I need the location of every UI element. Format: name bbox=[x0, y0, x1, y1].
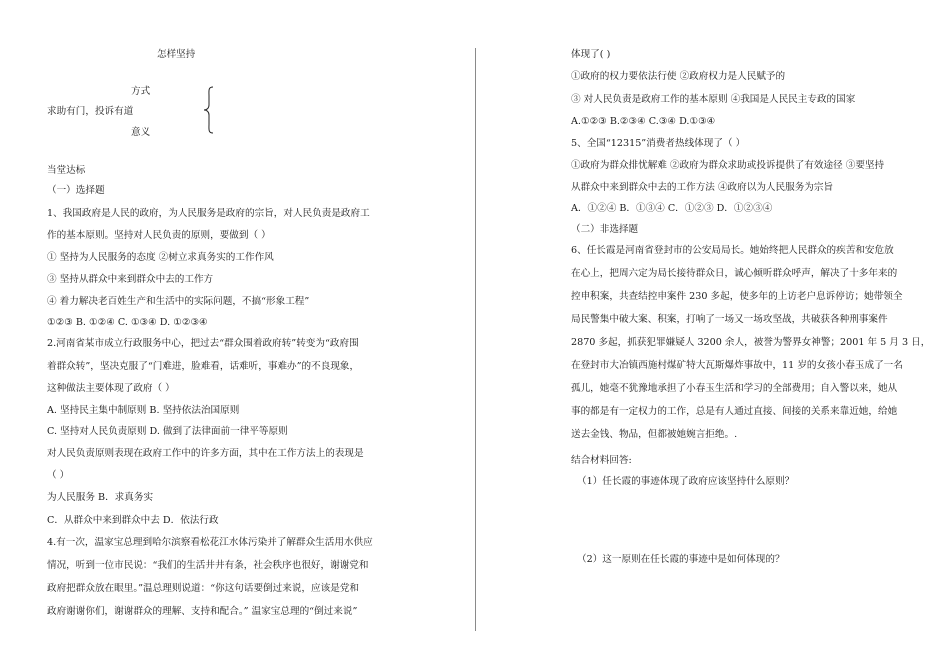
q6-text-line: 在登封市大冶镇西施村煤矿特大瓦斯爆炸事故中，11 岁的女孩小春玉成了一名 bbox=[571, 360, 903, 371]
mindmap-root: 求助有门，投诉有道 bbox=[47, 106, 134, 117]
sub-question-2: （2）这一原则在任长霞的事迹中是如何体现的？ bbox=[577, 554, 785, 565]
q4-stem-line: 政府谢谢你们，谢谢群众的理解、支持和配合。” 温家宝总理的“倒过来说” bbox=[47, 606, 358, 617]
q6-text-line: 局民警集中破大案、积案，打响了一场又一场攻坚战，共破获各种刑事案件 bbox=[571, 314, 888, 325]
q2-stem-line: 2.河南省某市成立行政服务中心，把过去“群众围着政府转”转变为“政府围 bbox=[47, 338, 359, 349]
column-divider bbox=[475, 48, 476, 631]
q6-text-line: 2870 多起，抓获犯罪嫌疑人 3200 余人，被誉为警界女神警；2001 年 5 月 3 日， bbox=[571, 337, 931, 348]
q2-options-ab: A. 坚持民主集中制原则 B. 坚持依法治国原则 bbox=[47, 405, 240, 416]
part-title-essay: （二）非选择题 bbox=[571, 224, 639, 235]
sub-question-1: （1）任长霞的事迹体现了政府应该坚持什么原则？ bbox=[577, 476, 795, 487]
q3-options-cd: C．从群众中来到群众中去 D．依法行政 bbox=[47, 515, 219, 526]
mindmap-branch-meaning: 意义 bbox=[131, 127, 151, 138]
q6-text-line: 在心上，把周六定为局长接待群众日，诚心倾听群众呼声，解决了十多年来的 bbox=[571, 268, 898, 279]
mindmap-branch-method: 方式 bbox=[131, 86, 151, 97]
q5-option-line: 从群众中来到群众中去的工作方法 ④政府以为人民服务为宗旨 bbox=[571, 182, 834, 193]
q3-stem-line: （ ） bbox=[47, 470, 70, 481]
q4-answers: A.①②③ B.②③④ C.③④ D.①③④ bbox=[571, 116, 716, 127]
q4-stem-continued: 体现了( ) bbox=[571, 49, 611, 60]
q6-text-line: 孤儿，她毫不犹豫地承担了小春玉生活和学习的全部费用；自入警以来，她从 bbox=[571, 383, 898, 394]
q1-option: ③ 坚持从群众中来到群众中去的工作方 bbox=[47, 274, 214, 285]
q1-stem-line: 作的基本原则。坚持对人民负责的原则，要做到（ ） bbox=[47, 230, 271, 241]
brace-icon bbox=[202, 86, 216, 134]
q6-text-line: 送去金钱、物品，但都被她婉言拒绝。. bbox=[571, 429, 738, 440]
q5-option-line: ①政府为群众排忧解难 ②政府为群众求助或投诉提供了有效途径 ③要坚持 bbox=[571, 160, 885, 171]
q3-options-ab: 为人民服务 B．求真务实 bbox=[47, 492, 154, 503]
q2-stem-line: 这种做法主要体现了政府（ ） bbox=[47, 383, 175, 394]
q1-option: ① 坚持为人民服务的态度 ②树立求真务实的工作作风 bbox=[47, 252, 274, 263]
q6-text-line: 控申积案，共查结控申案件 230 多起，使多年的上访老户息诉停访；她带领全 bbox=[571, 291, 903, 302]
q3-stem-line: 对人民负责原则表现在政府工作中的许多方面，其中在工作方法上的表现是 bbox=[47, 448, 364, 459]
q1-option: ④ 着力解决老百姓生产和生活中的实际问题，不搞“形象工程” bbox=[47, 296, 310, 307]
q4-option: ①政府的权力要依法行使 ②政府权力是人民赋予的 bbox=[571, 71, 786, 82]
q5-stem: 5、全国“12315”消费者热线体现了（ ） bbox=[571, 138, 746, 149]
section-heading: 怎样坚持 bbox=[157, 49, 196, 60]
q4-option: ③ 对人民负责是政府工作的基本原则 ④我国是人民民主专政的国家 bbox=[571, 94, 856, 105]
q4-stem-line: 情况，听到一位市民说：“我们的生活井井有条，社会秩序也很好，谢谢党和 bbox=[47, 560, 369, 571]
q6-text-line: 事的都是有一定权力的工作，总是有人通过直接、间接的关系来靠近她，给她 bbox=[571, 406, 898, 417]
q4-stem-line: 政府把群众放在眼里。”温总理则说道：“你这句话要倒过来说，应该是党和 bbox=[47, 583, 360, 594]
q6-text-line: 6、任长霞是河南省登封市的公安局局长。她始终把人民群众的疾苦和安危放 bbox=[571, 245, 894, 256]
q2-options-cd: C. 坚持对人民负责原则 D. 做到了法律面前一律平等原则 bbox=[47, 426, 288, 437]
part-title-choice: （一）选择题 bbox=[47, 185, 105, 196]
answer-prompt: 结合材料回答: bbox=[571, 455, 632, 466]
q1-answers: ①②③ B. ①②④ C. ①③④ D. ①②③④ bbox=[47, 317, 208, 328]
section-title: 当堂达标 bbox=[47, 165, 86, 176]
q1-stem-line: 1、我国政府是人民的政府，为人民服务是政府的宗旨，对人民负责是政府工 bbox=[47, 208, 370, 219]
q4-stem-line: 4.有一次，温家宝总理到哈尔滨察看松花江水体污染并了解群众生活用水供应 bbox=[47, 537, 373, 548]
q2-stem-line: 着群众转”，坚决克服了“门难进，脸难看，话难听，事难办”的不良现象， bbox=[47, 361, 360, 372]
q5-answers: A．①②④ B．①③④ C．①②③ D．①②③④ bbox=[571, 203, 773, 214]
